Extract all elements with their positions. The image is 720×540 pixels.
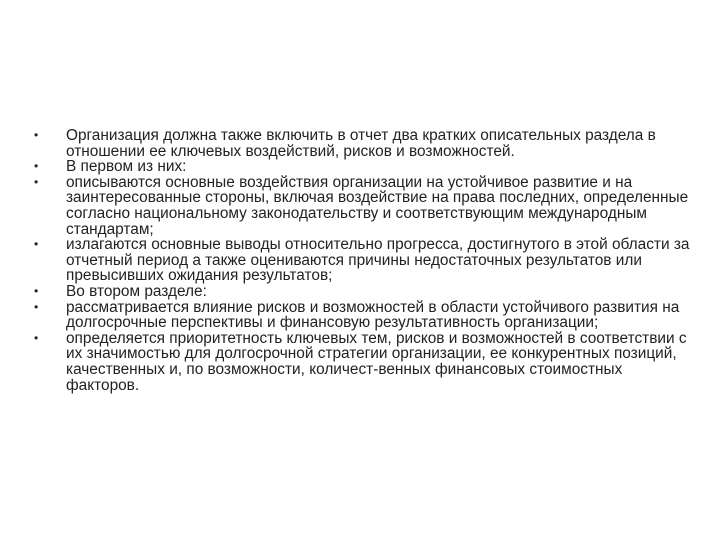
- bullet-item: [34, 331, 694, 393]
- bullet-text: определяется приоритетность ключевых тем, рисков и возможностей в соответствии с их значимостью для долгосрочной стратегии организации, ее конкурентных позиций, качественных и, по возможности, количест-венных финансовых стоимостных факторов.: [66, 329, 687, 394]
- bullet-text: Организация должна также включить в отчет два кратких описательных раздела в отношении ее ключевых воздействий, рисков и возможностей.: [66, 127, 656, 160]
- bullet-item: [34, 175, 694, 237]
- bullet-icon: •: [34, 237, 39, 252]
- bullet-item: [34, 300, 694, 331]
- bullet-text: Во втором разделе:: [66, 282, 207, 300]
- bullet-icon: •: [34, 159, 39, 174]
- bullet-text: излагаются основные выводы относительно прогресса, достигнутого в этой области за отчетный период а также оцениваются причины недостаточных результатов или превысивших ожидания результатов;: [66, 236, 690, 285]
- bullet-item: [34, 159, 694, 175]
- bullet-icon: •: [34, 299, 39, 314]
- bullet-list: [34, 128, 694, 393]
- bullet-icon: •: [34, 128, 39, 142]
- bullet-icon: •: [34, 283, 39, 298]
- bullet-item: [34, 284, 694, 300]
- bullet-text: В первом из них:: [66, 158, 187, 176]
- bullet-icon: •: [34, 174, 39, 189]
- bullet-icon: •: [34, 330, 39, 345]
- bullet-text: описываются основные воздействия организации на устойчивое развитие и на заинтересованные стороны, включая воздействие на права последних, определенные согласно национальному законодательству и соответствующим международным стандартам;: [66, 173, 689, 238]
- bullet-item: [34, 237, 694, 284]
- bullet-text: рассматривается влияние рисков и возможностей в области устойчивого развития на долгосрочные перспективы и финансовую результативность организации;: [66, 298, 680, 332]
- bullet-item: [34, 128, 694, 159]
